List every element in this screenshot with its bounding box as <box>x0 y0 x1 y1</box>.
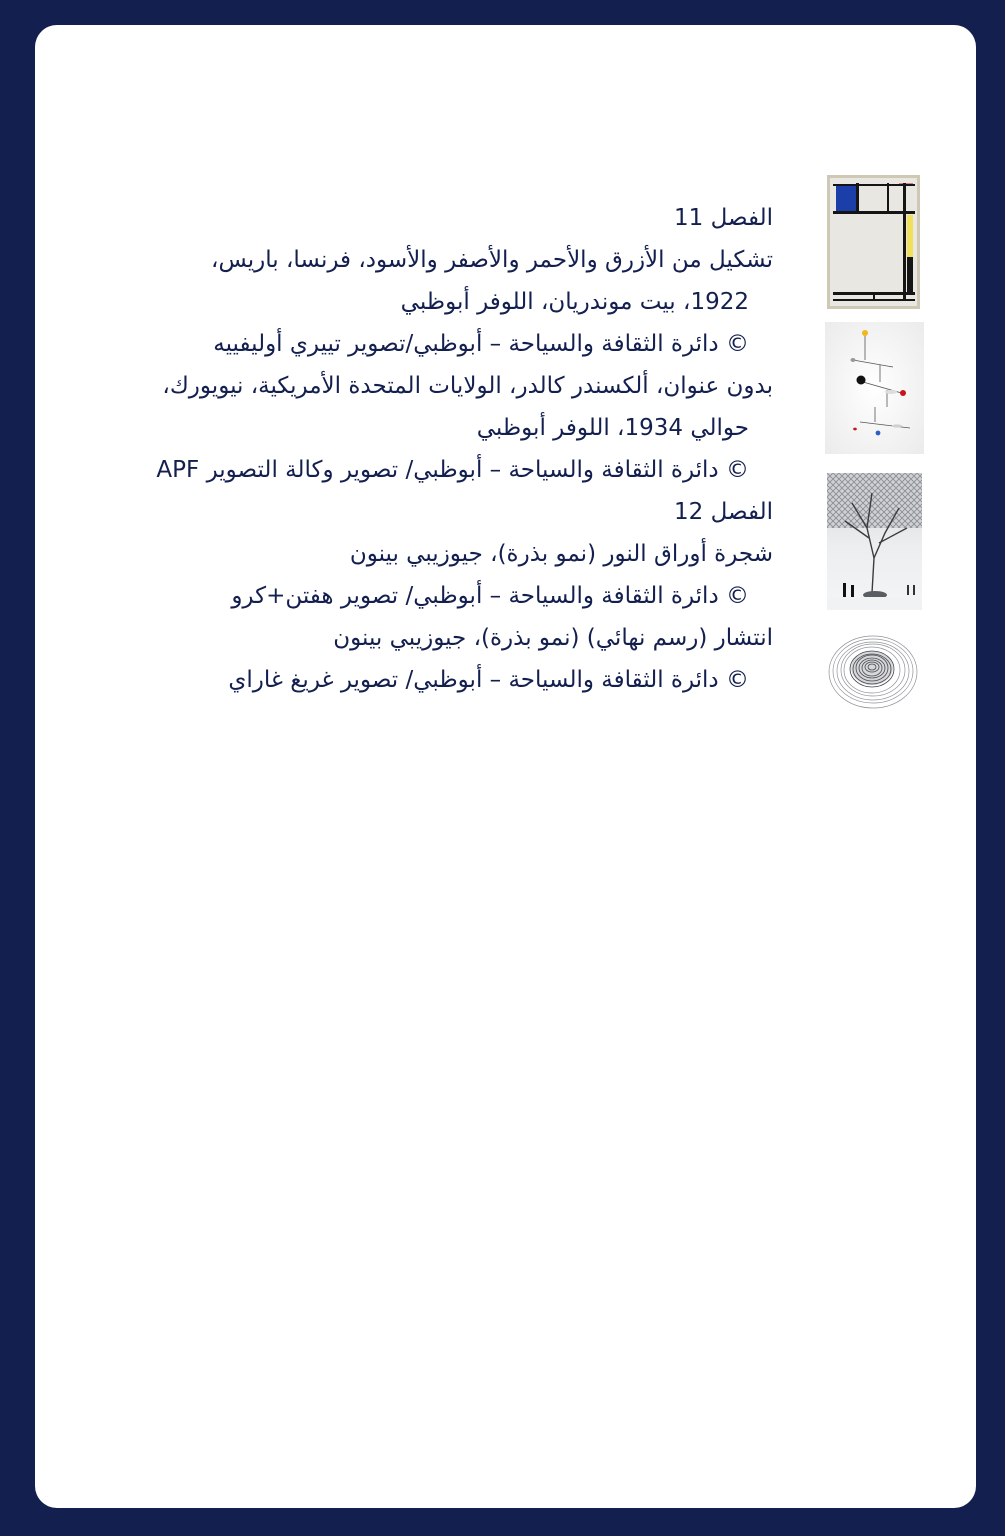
mondrian-photo-credit: © دائرة الثقافة والسياحة – أبوظبي/تصوير تييري أوليفييه <box>213 331 749 357</box>
spread-drawing-photo-credit: © دائرة الثقافة والسياحة – أبوظبي/ تصوير غريغ غاراي <box>228 667 749 693</box>
tree-of-light-thumbnail <box>827 473 922 610</box>
tree-of-light-photo-credit: © دائرة الثقافة والسياحة – أبوظبي/ تصوير هفتن+كرو <box>231 583 749 609</box>
credits-card <box>35 25 976 1508</box>
mondrian-title-line1: تشكيل من الأزرق والأحمر والأصفر والأسود، فرنسا، باريس، <box>211 247 773 273</box>
mondrian-title-line2: 1922، بيت موندريان، اللوفر أبوظبي <box>400 289 749 315</box>
spread-drawing-title: انتشار (رسم نهائي) (نمو بذرة)، جيوزيبي بينون <box>333 625 773 651</box>
credits-text <box>85 197 773 701</box>
chapter-12-heading: الفصل 12 <box>674 499 773 525</box>
mondrian-painting-thumbnail <box>827 175 920 309</box>
tree-of-light-title: شجرة أوراق النور (نمو بذرة)، جيوزيبي بينون <box>349 541 773 567</box>
calder-photo-credit: © دائرة الثقافة والسياحة – أبوظبي/ تصوير وكالة التصوير APF <box>156 457 749 483</box>
calder-title-line1: بدون عنوان، ألكسندر كالدر، الولايات المتحدة الأمريكية، نيويورك، <box>162 373 773 399</box>
spread-drawing-thumbnail <box>827 630 920 712</box>
calder-mobile-thumbnail <box>825 322 924 454</box>
chapter-11-heading: الفصل 11 <box>674 205 773 231</box>
calder-title-line2: حوالي 1934، اللوفر أبوظبي <box>476 415 749 441</box>
